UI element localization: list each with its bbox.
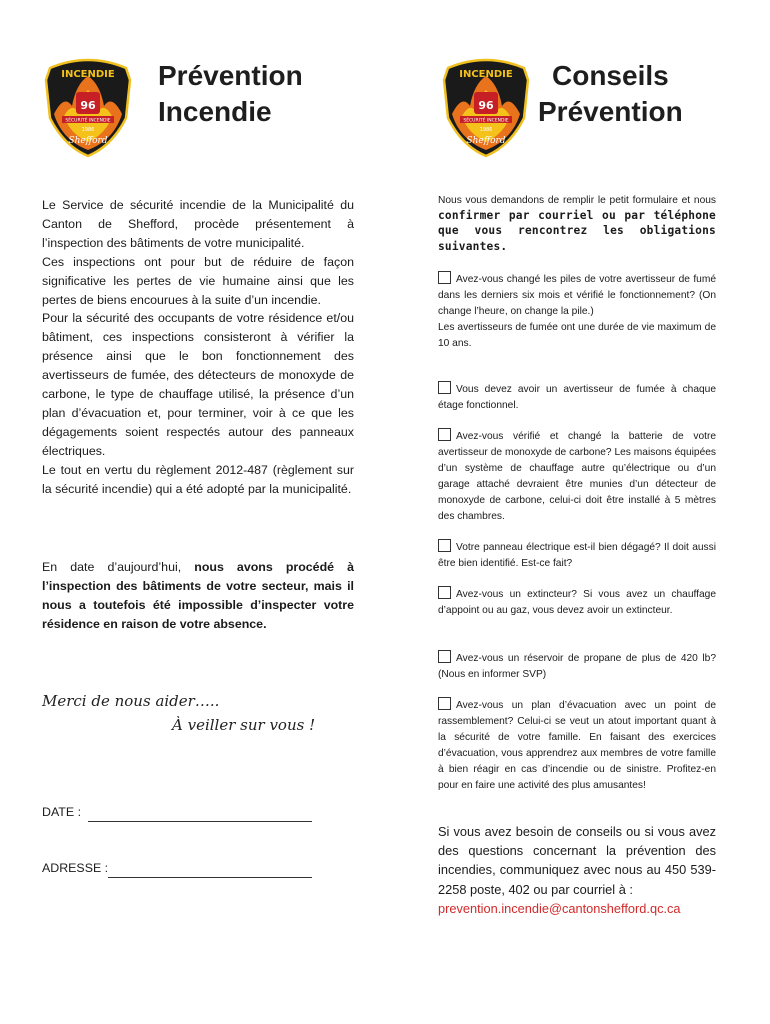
date-label: DATE : bbox=[42, 805, 82, 819]
address-field[interactable] bbox=[108, 877, 312, 878]
badge-ribbon: SÉCURITÉ INCENDIE bbox=[65, 118, 111, 124]
badge-top-text: INCENDIE bbox=[459, 69, 513, 80]
left-title bbox=[158, 58, 303, 130]
item-text: Avez-vous un extincteur? Si vous avez un chauffage d’appoint ou au gaz, vous devez avoir un extincteur. bbox=[438, 589, 716, 617]
notice-prefix: En date d’aujourd’hui, bbox=[42, 560, 195, 574]
badge-number: 96 bbox=[80, 99, 96, 112]
contact-info bbox=[438, 822, 716, 918]
closing-line-1: Merci de nous aider….. bbox=[42, 692, 220, 710]
checklist-item-smoke-batteries bbox=[438, 271, 716, 352]
notice-bold: nous avons procédé à l’inspection des bâtiments de votre secteur, mais il nous a toutefois été impossible d’inspecter votre résidence en raison de votre absence. bbox=[42, 560, 355, 631]
absence-notice bbox=[42, 558, 354, 634]
fire-department-badge-icon bbox=[440, 54, 532, 158]
date-field[interactable] bbox=[88, 821, 312, 822]
contact-email-link[interactable]: prevention.incendie@cantonshefford.qc.ca bbox=[438, 900, 681, 916]
item-text: Avez-vous changé les piles de votre avertisseur de fumé dans les derniers six mois et vérifié le fonctionnement? (On change l’heure, on change la pile.) bbox=[438, 274, 716, 318]
badge-number: 96 bbox=[478, 99, 494, 112]
intro-prefix: Nous vous demandons de remplir le petit formulaire et nous bbox=[438, 195, 716, 206]
right-title bbox=[538, 58, 683, 130]
right-title-line1: Conseils bbox=[552, 60, 669, 91]
checklist-item-smoke-each-floor bbox=[438, 381, 716, 414]
checkbox[interactable] bbox=[438, 539, 451, 552]
badge-year: 1986 bbox=[479, 127, 493, 133]
address-label: ADRESSE : bbox=[42, 861, 109, 875]
checklist-item-extinguisher bbox=[438, 586, 716, 619]
item-text: Votre panneau électrique est-il bien dégagé? Il doit aussi être bien identifié. Est-ce fait? bbox=[438, 542, 716, 570]
checkbox[interactable] bbox=[438, 586, 451, 599]
item-text: Avez-vous vérifié et changé la batterie de votre avertisseur de monoxyde de carbone? Les maisons équipées d’un système de chauffage autre qu’électrique ou d’un garage attaché devraient être munies d’un détecteur de monoxyde de carbone, celui-ci doit être installé à 5 mètres des chambres. bbox=[438, 431, 716, 523]
item-text: Avez-vous un réservoir de propane de plus de 420 lb? (Nous en informer SVP) bbox=[438, 653, 716, 681]
badge-ribbon: SÉCURITÉ INCENDIE bbox=[463, 118, 509, 124]
paragraph-purpose: Ces inspections ont pour but de réduire de façon significative les pertes de vie humaine ainsi que les pertes de biens encourues à la suite d’un incendie. bbox=[42, 254, 354, 307]
checkbox[interactable] bbox=[438, 697, 451, 710]
form-intro bbox=[438, 194, 716, 255]
checkbox[interactable] bbox=[438, 650, 451, 663]
badge-year: 1986 bbox=[81, 127, 95, 133]
inspection-description bbox=[42, 196, 354, 499]
badge-town: Shefford bbox=[466, 136, 506, 146]
checkbox[interactable] bbox=[438, 271, 451, 284]
right-title-line2: Prévention bbox=[538, 96, 683, 127]
contact-text: Si vous avez besoin de conseils ou si vous avez des questions concernant la prévention des incendies, communiquez avec nous au 450 539-2258 poste, 402 ou par courriel à : bbox=[438, 824, 716, 897]
left-title-line2: Incendie bbox=[158, 96, 272, 127]
intro-bold: confirmer par courriel ou par téléphone que vous rencontrez les obligations suivantes. bbox=[438, 208, 716, 253]
checklist-item-propane bbox=[438, 650, 716, 683]
paragraph-safety: Pour la sécurité des occupants de votre résidence et/ou bâtiment, ces inspections consisteront à vérifier la présence ainsi que le bon fonctionnement des avertisseurs de fumée, des détecteurs de monoxyde de carbone, le type de chauffage utilisé, la présence d’un plan d’évacuation et, pour terminer, voir à ce que les dégagements soient respectés autour des panneaux électriques. bbox=[42, 311, 354, 458]
item-extra: Les avertisseurs de fumée ont une durée de vie maximum de 10 ans. bbox=[438, 322, 716, 350]
checkbox[interactable] bbox=[438, 381, 451, 394]
badge-top-text: INCENDIE bbox=[61, 69, 115, 80]
left-title-line1: Prévention bbox=[158, 60, 303, 91]
checklist-item-co-detector bbox=[438, 428, 716, 526]
item-text: Vous devez avoir un avertisseur de fumée à chaque étage fonctionnel. bbox=[438, 384, 716, 412]
paragraph-service: Le Service de sécurité incendie de la Municipalité du Canton de Shefford, procède présentement à l’inspection des bâtiments de votre municipalité. bbox=[42, 198, 354, 250]
closing-line-2: À veiller sur vous ! bbox=[172, 716, 316, 734]
fire-department-badge-icon bbox=[42, 54, 134, 158]
checklist-item-evacuation-plan bbox=[438, 697, 716, 795]
checklist-item-electrical-panel bbox=[438, 539, 716, 572]
badge-town: Shefford bbox=[68, 136, 108, 146]
checkbox[interactable] bbox=[438, 428, 451, 441]
item-text: Avez-vous un plan d’évacuation avec un point de rassemblement? Celui-ci se veut un atout important quant à la sécurité de votre famille. En faisant des exercices d’évacuation, vous apprendrez aux membres de votre famille à bien réagir en cas d’incendie ou de sinistre. Profitez-en pour en faire une activité des plus amusantes! bbox=[438, 700, 716, 792]
paragraph-regulation: Le tout en vertu du règlement 2012-487 (règlement sur la sécurité incendie) qui a été adopté par la municipalité. bbox=[42, 462, 354, 496]
